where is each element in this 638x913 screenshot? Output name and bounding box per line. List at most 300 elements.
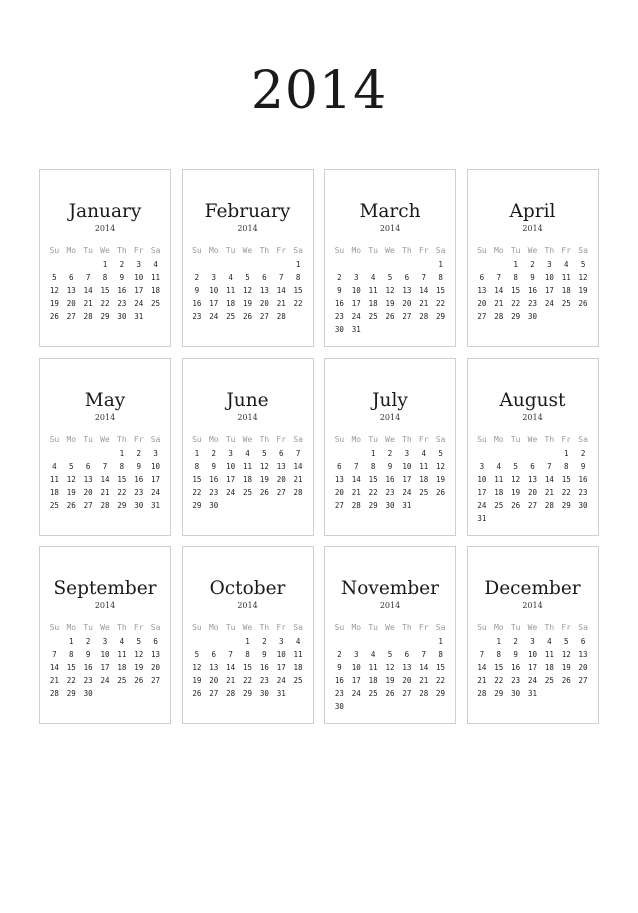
day-cell: 4 xyxy=(547,637,552,646)
month-year: 2014 xyxy=(237,601,258,610)
day-cell: 1 xyxy=(119,448,125,458)
weekday-label: Fr xyxy=(561,623,572,632)
day-cell: 29 xyxy=(368,500,378,510)
month-year: 2014 xyxy=(379,224,401,233)
day-cell: 18 xyxy=(117,663,127,672)
week-row xyxy=(331,447,449,460)
day-cell: 17 xyxy=(544,286,554,295)
day-cell: 15 xyxy=(66,663,76,672)
day-cell: 6 xyxy=(404,650,410,659)
day-cell xyxy=(490,512,507,525)
day-cell: 25 xyxy=(49,500,59,510)
day-cell xyxy=(382,700,399,713)
months-grid xyxy=(39,169,599,913)
day-cell: 25 xyxy=(368,689,378,698)
month-year: 2014 xyxy=(379,412,401,422)
day-cell: 19 xyxy=(49,299,59,308)
month-card-june xyxy=(182,358,314,536)
day-cell: 15 xyxy=(436,286,446,295)
day-cell: 22 xyxy=(494,676,504,685)
week-row xyxy=(46,297,164,310)
day-cell: 10 xyxy=(544,273,554,282)
weekday-label: Su xyxy=(192,246,202,255)
day-cell: 7 xyxy=(228,650,233,659)
day-cell: 19 xyxy=(385,299,395,308)
day-cell xyxy=(348,700,365,713)
day-cell: 7 xyxy=(278,273,284,282)
day-cell: 20 xyxy=(66,299,76,308)
day-cell: 28 xyxy=(226,689,236,698)
day-cell: 14 xyxy=(419,286,429,295)
day-cell: 1 xyxy=(69,637,74,646)
day-grid xyxy=(474,258,592,323)
day-cell: 20 xyxy=(402,676,412,685)
week-row xyxy=(189,687,307,700)
weekday-header xyxy=(46,621,164,635)
day-cell: 6 xyxy=(69,273,74,282)
day-cell: 3 xyxy=(354,650,359,659)
day-cell: 6 xyxy=(580,637,586,646)
week-row xyxy=(189,499,307,512)
day-cell: 21 xyxy=(83,299,93,308)
day-cell: 24 xyxy=(544,299,554,308)
day-cell: 22 xyxy=(511,299,521,308)
day-cell xyxy=(331,447,348,460)
day-cell xyxy=(63,447,80,460)
day-cell xyxy=(415,323,432,336)
week-row xyxy=(46,460,164,473)
day-cell: 18 xyxy=(544,663,554,672)
weekday-label: Th xyxy=(117,434,127,444)
day-cell: 27 xyxy=(66,312,76,321)
weekday-label: We xyxy=(242,246,253,255)
day-cell: 26 xyxy=(134,676,144,685)
day-cell: 26 xyxy=(192,689,202,698)
day-cell xyxy=(398,323,415,336)
day-cell: 12 xyxy=(66,474,76,484)
day-grid xyxy=(331,258,449,336)
month-year: 2014 xyxy=(379,601,401,610)
weekday-label: We xyxy=(385,623,395,632)
week-row xyxy=(46,284,164,297)
day-cell xyxy=(507,512,524,525)
day-cell: 7 xyxy=(421,650,426,659)
month-card-march xyxy=(324,169,456,347)
day-cell xyxy=(558,310,575,323)
day-cell: 3 xyxy=(153,448,158,458)
day-cell xyxy=(222,258,239,271)
weekday-label: Mo xyxy=(208,623,219,632)
month-name: December xyxy=(484,578,581,599)
day-cell: 15 xyxy=(368,474,378,484)
day-cell: 16 xyxy=(385,474,395,484)
weekday-label: Sa xyxy=(150,434,161,444)
day-cell: 1 xyxy=(370,448,376,458)
day-cell: 23 xyxy=(192,312,202,321)
day-grid xyxy=(46,447,164,512)
day-cell xyxy=(290,499,307,512)
day-cell: 28 xyxy=(544,500,554,510)
day-cell xyxy=(365,635,382,648)
day-cell: 16 xyxy=(83,663,93,672)
day-cell: 30 xyxy=(334,702,344,711)
day-cell: 4 xyxy=(153,260,158,269)
day-cell: 31 xyxy=(134,312,144,321)
day-cell: 6 xyxy=(530,461,535,471)
month-card-may xyxy=(39,358,171,536)
day-cell: 26 xyxy=(385,689,395,698)
day-grid xyxy=(331,635,449,713)
day-cell: 14 xyxy=(276,286,286,295)
day-cell: 29 xyxy=(117,500,127,510)
weekday-label: We xyxy=(527,623,538,632)
month-year: 2014 xyxy=(522,412,543,422)
day-cell xyxy=(382,258,399,271)
day-cell: 4 xyxy=(421,448,426,458)
week-row xyxy=(331,310,449,323)
weekday-label: Su xyxy=(192,434,202,444)
day-cell: 27 xyxy=(83,500,93,510)
weekday-label: Su xyxy=(477,623,487,632)
day-cell: 10 xyxy=(151,461,161,471)
day-cell: 12 xyxy=(192,663,202,672)
day-cell: 7 xyxy=(421,273,426,282)
day-cell xyxy=(331,635,348,648)
week-row xyxy=(474,512,592,525)
week-row xyxy=(331,499,449,512)
day-cell xyxy=(365,700,382,713)
week-row xyxy=(189,460,307,473)
day-cell: 14 xyxy=(494,286,504,295)
day-cell: 28 xyxy=(419,689,429,698)
day-cell: 14 xyxy=(293,461,303,471)
weekday-label: Th xyxy=(544,623,555,632)
day-cell: 19 xyxy=(385,676,395,685)
day-cell: 16 xyxy=(334,299,344,308)
day-cell xyxy=(432,323,449,336)
day-cell: 24 xyxy=(100,676,110,685)
day-cell: 9 xyxy=(136,461,141,471)
day-cell: 29 xyxy=(192,500,202,510)
month-card-august xyxy=(467,358,599,536)
weekday-header xyxy=(46,433,164,447)
day-cell: 26 xyxy=(436,487,446,497)
day-cell xyxy=(474,258,491,271)
day-cell: 9 xyxy=(337,286,342,295)
day-cell xyxy=(46,635,63,648)
weekday-label: Tu xyxy=(368,246,378,255)
weekday-label: Th xyxy=(259,246,270,255)
day-cell: 30 xyxy=(334,325,344,334)
day-cell: 31 xyxy=(527,689,537,698)
week-row xyxy=(331,661,449,674)
day-cell: 5 xyxy=(136,637,141,646)
day-cell: 10 xyxy=(527,650,537,659)
month-year: 2014 xyxy=(237,412,258,422)
week-row xyxy=(474,635,592,648)
weekday-header xyxy=(474,244,592,258)
day-cell xyxy=(382,635,399,648)
day-cell: 17 xyxy=(351,676,361,685)
day-cell: 21 xyxy=(276,299,286,308)
weekday-header xyxy=(189,244,307,258)
day-cell: 16 xyxy=(192,299,202,308)
day-cell: 27 xyxy=(527,500,537,510)
weekday-label: Tu xyxy=(510,246,521,255)
day-cell: 23 xyxy=(385,487,395,497)
day-cell: 28 xyxy=(293,487,303,497)
weekday-label: Mo xyxy=(493,434,504,444)
day-cell: 21 xyxy=(419,676,429,685)
day-cell: 12 xyxy=(385,286,395,295)
weekday-label: Mo xyxy=(208,434,219,444)
weekday-label: Fr xyxy=(418,434,429,444)
week-row xyxy=(474,648,592,661)
day-cell: 19 xyxy=(436,474,446,484)
week-row xyxy=(331,648,449,661)
day-cell: 23 xyxy=(334,689,344,698)
day-cell: 30 xyxy=(578,500,588,510)
day-cell: 13 xyxy=(578,650,588,659)
day-cell: 11 xyxy=(368,663,378,672)
day-cell: 10 xyxy=(209,286,219,295)
day-cell: 15 xyxy=(293,286,303,295)
day-cell: 13 xyxy=(66,286,76,295)
day-cell: 29 xyxy=(494,689,504,698)
day-cell: 16 xyxy=(334,676,344,685)
weekday-label: Sa xyxy=(293,246,303,255)
month-name: March xyxy=(359,201,421,222)
weekday-label: Su xyxy=(334,246,345,255)
week-row xyxy=(46,310,164,323)
day-cell: 19 xyxy=(578,286,588,295)
day-cell xyxy=(415,700,432,713)
week-row xyxy=(46,661,164,674)
day-cell: 25 xyxy=(151,299,161,308)
day-cell: 6 xyxy=(278,448,284,458)
day-cell: 12 xyxy=(49,286,59,295)
day-cell: 1 xyxy=(438,260,443,269)
day-cell: 30 xyxy=(511,689,521,698)
day-cell: 1 xyxy=(245,637,250,646)
day-cell xyxy=(189,258,206,271)
week-row xyxy=(46,635,164,648)
day-cell: 20 xyxy=(259,299,269,308)
weekday-label: Sa xyxy=(435,623,446,632)
day-cell xyxy=(541,310,558,323)
day-cell xyxy=(331,258,348,271)
day-cell: 28 xyxy=(276,312,286,321)
day-cell: 17 xyxy=(209,299,219,308)
day-cell: 2 xyxy=(580,448,586,458)
weekday-label: Mo xyxy=(351,434,362,444)
day-cell: 19 xyxy=(561,663,571,672)
day-cell: 16 xyxy=(511,663,521,672)
week-row xyxy=(331,297,449,310)
week-row xyxy=(474,284,592,297)
day-cell: 31 xyxy=(276,689,286,698)
day-cell: 24 xyxy=(151,487,161,497)
day-cell xyxy=(382,323,399,336)
day-cell: 2 xyxy=(262,637,267,646)
day-cell: 21 xyxy=(419,299,429,308)
day-cell xyxy=(222,499,239,512)
weekday-label: Sa xyxy=(150,246,161,255)
year-title: 2014 xyxy=(250,61,388,121)
day-cell: 31 xyxy=(477,513,487,523)
day-cell: 13 xyxy=(334,474,344,484)
day-cell: 27 xyxy=(259,312,269,321)
day-cell: 18 xyxy=(293,663,303,672)
day-cell: 7 xyxy=(295,448,301,458)
weekday-label: Su xyxy=(334,623,345,632)
day-cell xyxy=(398,258,415,271)
month-name: August xyxy=(499,389,566,411)
day-cell: 28 xyxy=(351,500,361,510)
weekday-label: Sa xyxy=(578,623,588,632)
day-cell: 2 xyxy=(387,448,393,458)
month-card-october xyxy=(182,546,314,724)
day-cell: 3 xyxy=(479,461,485,471)
day-cell: 24 xyxy=(477,500,487,510)
day-cell xyxy=(147,687,164,700)
day-cell: 9 xyxy=(211,461,217,471)
weekday-label: Fr xyxy=(276,623,287,632)
week-row xyxy=(474,499,592,512)
week-row xyxy=(474,473,592,486)
day-cell: 12 xyxy=(436,461,446,471)
day-cell: 22 xyxy=(117,487,127,497)
day-cell: 15 xyxy=(494,663,504,672)
day-cell: 20 xyxy=(276,474,286,484)
day-cell: 23 xyxy=(83,676,93,685)
day-cell: 8 xyxy=(119,461,125,471)
month-card-january xyxy=(39,169,171,347)
day-cell: 26 xyxy=(66,500,76,510)
weekday-label: Th xyxy=(544,434,555,444)
day-cell xyxy=(290,310,307,323)
weekday-header xyxy=(474,433,592,447)
day-cell xyxy=(558,687,575,700)
day-cell: 2 xyxy=(337,650,342,659)
day-cell: 22 xyxy=(100,299,110,308)
week-row xyxy=(331,486,449,499)
day-cell: 25 xyxy=(419,487,429,497)
week-row xyxy=(189,648,307,661)
weekday-label: Th xyxy=(117,623,127,632)
week-row xyxy=(189,271,307,284)
weekday-label: Fr xyxy=(276,246,287,255)
weekday-label: We xyxy=(100,434,110,444)
month-card-july xyxy=(324,358,456,536)
weekday-label: Mo xyxy=(66,246,77,255)
weekday-label: Su xyxy=(192,623,202,632)
day-cell: 2 xyxy=(211,448,217,458)
month-card-september xyxy=(39,546,171,724)
day-cell: 23 xyxy=(259,676,269,685)
day-cell: 6 xyxy=(479,273,485,282)
weekday-label: Sa xyxy=(578,434,588,444)
day-cell: 17 xyxy=(226,474,236,484)
day-cell: 4 xyxy=(52,461,57,471)
week-row xyxy=(331,700,449,713)
day-cell: 17 xyxy=(276,663,286,672)
day-cell: 24 xyxy=(351,312,361,321)
day-cell: 4 xyxy=(228,273,233,282)
day-cell: 30 xyxy=(385,500,395,510)
day-cell: 16 xyxy=(117,286,127,295)
day-cell: 6 xyxy=(262,273,267,282)
day-cell: 16 xyxy=(209,474,219,484)
weekday-label: We xyxy=(385,434,395,444)
day-cell: 2 xyxy=(337,273,342,282)
day-cell: 26 xyxy=(578,299,588,308)
day-cell xyxy=(80,258,97,271)
day-cell: 14 xyxy=(419,663,429,672)
weekday-header xyxy=(46,244,164,258)
day-cell: 30 xyxy=(209,500,219,510)
day-cell: 9 xyxy=(530,273,535,282)
day-cell: 14 xyxy=(544,474,554,484)
day-cell: 12 xyxy=(134,650,144,659)
day-cell xyxy=(365,258,382,271)
week-row xyxy=(474,486,592,499)
day-cell xyxy=(541,447,558,460)
day-cell: 5 xyxy=(438,448,443,458)
weekday-label: We xyxy=(385,246,395,255)
day-cell: 23 xyxy=(527,299,537,308)
week-row xyxy=(474,258,592,271)
day-cell: 10 xyxy=(100,650,110,659)
day-cell: 19 xyxy=(242,299,252,308)
day-cell: 12 xyxy=(242,286,252,295)
month-card-april xyxy=(467,169,599,347)
month-year: 2014 xyxy=(522,224,543,233)
day-cell: 28 xyxy=(494,312,504,321)
week-row xyxy=(189,661,307,674)
day-cell: 13 xyxy=(276,461,286,471)
day-cell: 20 xyxy=(209,676,219,685)
day-cell: 31 xyxy=(351,325,361,334)
day-cell: 23 xyxy=(134,487,144,497)
day-cell: 2 xyxy=(119,260,125,269)
day-cell xyxy=(348,447,365,460)
day-cell xyxy=(97,687,114,700)
day-cell: 18 xyxy=(151,286,161,295)
day-cell: 29 xyxy=(436,689,446,698)
week-row xyxy=(331,674,449,687)
day-cell: 24 xyxy=(276,676,286,685)
day-cell: 3 xyxy=(211,273,217,282)
day-cell: 18 xyxy=(368,676,378,685)
day-cell: 7 xyxy=(85,273,91,282)
day-cell: 22 xyxy=(66,676,76,685)
day-cell xyxy=(432,499,449,512)
weekday-label: Th xyxy=(544,246,555,255)
day-cell: 13 xyxy=(259,286,269,295)
day-cell: 9 xyxy=(387,461,393,471)
weekday-label: Fr xyxy=(418,623,429,632)
day-cell: 27 xyxy=(209,689,219,698)
day-cell: 14 xyxy=(477,663,487,672)
day-cell: 28 xyxy=(100,500,110,510)
weekday-label: Sa xyxy=(435,246,446,255)
day-cell xyxy=(205,258,222,271)
day-cell: 20 xyxy=(402,299,412,308)
day-cell: 12 xyxy=(561,650,571,659)
day-cell: 26 xyxy=(511,500,521,510)
week-row xyxy=(474,447,592,460)
